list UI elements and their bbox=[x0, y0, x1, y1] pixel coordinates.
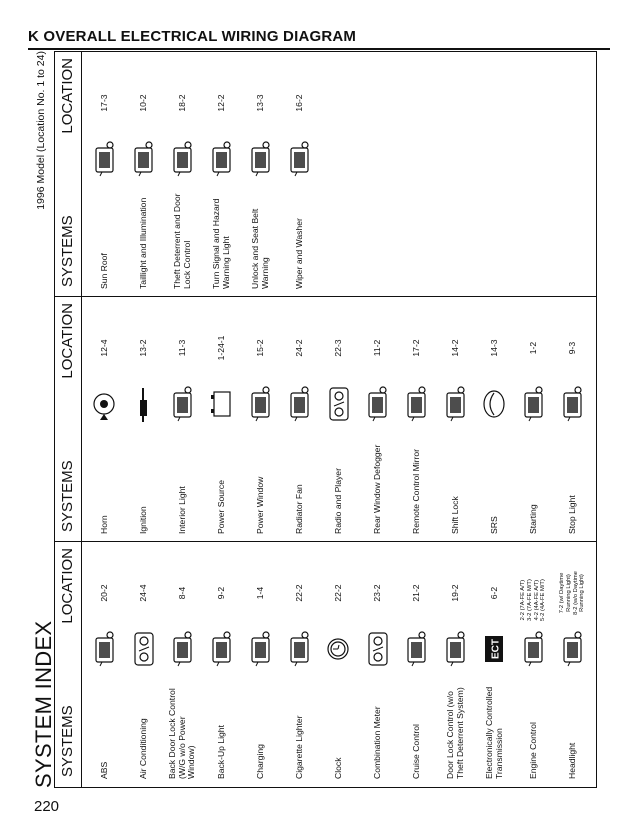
cruise-actuator-icon bbox=[402, 623, 431, 675]
system-row bbox=[554, 297, 591, 542]
system-name: Power Source bbox=[215, 480, 226, 534]
system-row bbox=[164, 297, 201, 542]
location-line: 4-2 (4A-FE A/T) bbox=[533, 579, 540, 621]
ect-badge-text: ECT bbox=[490, 639, 502, 659]
stop-light-switch-icon bbox=[558, 378, 587, 430]
page-number: 220 bbox=[34, 798, 60, 815]
column-header bbox=[55, 542, 81, 787]
system-name: Back Door Lock Control (W/G w/o Power Window) bbox=[167, 688, 197, 779]
system-name: Horn bbox=[98, 515, 109, 534]
system-row bbox=[125, 542, 162, 787]
backup-light-switch-icon bbox=[207, 623, 236, 675]
system-name: SRS bbox=[488, 516, 499, 534]
abs-actuator-icon bbox=[90, 623, 119, 675]
cigarette-lighter-icon bbox=[285, 623, 314, 675]
system-name: Unlock and Seat Belt Warning bbox=[249, 208, 270, 289]
shift-lever-icon bbox=[441, 378, 470, 430]
door-lock-switch-icon bbox=[168, 623, 197, 675]
system-row bbox=[437, 542, 474, 787]
door-lock-switch-icon bbox=[441, 623, 470, 675]
battery-icon bbox=[207, 378, 236, 430]
system-name: Air Conditioning bbox=[137, 718, 148, 779]
system-name: Interior Light bbox=[176, 486, 187, 534]
column-header bbox=[55, 297, 81, 542]
system-row bbox=[86, 297, 123, 542]
system-index-title: SYSTEM INDEX bbox=[31, 620, 56, 788]
system-row bbox=[281, 52, 318, 297]
header-underline bbox=[81, 542, 82, 787]
power-window-icon bbox=[246, 378, 275, 430]
system-name: Back-Up Light bbox=[215, 725, 226, 779]
interior-light-icon bbox=[168, 378, 197, 430]
system-name: ABS bbox=[98, 761, 109, 779]
location-line: 8-2 (w/o Daytime Running Light) bbox=[572, 571, 586, 615]
system-row bbox=[125, 52, 162, 297]
system-name: Electronically Controlled Transmission bbox=[483, 686, 504, 779]
ect-badge-icon bbox=[480, 623, 509, 675]
location-header: LOCATION bbox=[59, 58, 76, 134]
system-row bbox=[476, 542, 513, 787]
location-number: 19-2 bbox=[449, 584, 460, 602]
system-row bbox=[515, 297, 552, 542]
system-row bbox=[320, 297, 357, 542]
system-row bbox=[476, 297, 513, 542]
systems-column-1 bbox=[55, 542, 596, 787]
system-name: Radio and Player bbox=[332, 468, 343, 534]
location-number: 14-3 bbox=[488, 339, 499, 357]
system-row bbox=[359, 542, 396, 787]
theft-deterrent-icon bbox=[168, 133, 197, 185]
systems-header: SYSTEMS bbox=[59, 705, 76, 777]
location-number: 6-2 bbox=[488, 586, 499, 600]
ac-control-panel-icon bbox=[129, 623, 158, 675]
system-name: Starting bbox=[527, 504, 538, 534]
location-number: 22-2 bbox=[293, 584, 304, 602]
alternator-icon bbox=[246, 623, 275, 675]
systems-header: SYSTEMS bbox=[59, 460, 76, 532]
system-name: Stop Light bbox=[566, 495, 577, 534]
headlight-switch-icon bbox=[558, 623, 587, 675]
header-underline bbox=[81, 297, 82, 542]
location-number: 1-24-1 bbox=[215, 335, 226, 361]
sun-roof-icon bbox=[90, 133, 119, 185]
location-number: 24-2 bbox=[293, 339, 304, 357]
page-header: K OVERALL ELECTRICAL WIRING DIAGRAM bbox=[28, 28, 357, 45]
location-number: 9-2 bbox=[215, 586, 226, 600]
starter-motor-icon bbox=[519, 378, 548, 430]
location-number: 23-2 bbox=[371, 584, 382, 602]
system-row bbox=[242, 52, 279, 297]
location-number: 12-4 bbox=[98, 339, 109, 357]
location-header: LOCATION bbox=[59, 303, 76, 379]
system-row bbox=[437, 297, 474, 542]
location-header: LOCATION bbox=[59, 548, 76, 624]
system-name: Door Lock Control (w/o Theft Deterrent System) bbox=[444, 687, 465, 779]
system-name: Cruise Control bbox=[410, 724, 421, 779]
location-number: 8-4 bbox=[176, 586, 187, 600]
system-name: Charging bbox=[254, 744, 265, 779]
system-name: Taillight and Illumination bbox=[137, 197, 148, 289]
location-number: 21-2 bbox=[410, 584, 421, 602]
system-row bbox=[359, 297, 396, 542]
combination-meter-icon bbox=[363, 623, 392, 675]
column-header bbox=[55, 52, 81, 297]
systems-column-2 bbox=[55, 297, 596, 542]
system-row bbox=[86, 52, 123, 297]
system-name: Remote Control Mirror bbox=[410, 448, 421, 534]
radio-icon bbox=[324, 378, 353, 430]
model-note: 1996 Model (Location No. 1 to 24) bbox=[35, 51, 47, 210]
system-name: Headlight bbox=[566, 742, 577, 779]
horn-icon bbox=[90, 378, 119, 430]
system-name: Clock bbox=[332, 757, 343, 779]
location-number bbox=[515, 565, 552, 621]
location-number: 11-2 bbox=[371, 339, 382, 357]
location-number bbox=[554, 565, 591, 621]
airbag-icon bbox=[480, 378, 509, 430]
location-number: 13-2 bbox=[137, 339, 148, 357]
defogger-icon bbox=[363, 378, 392, 430]
system-row bbox=[398, 297, 435, 542]
location-number: 22-2 bbox=[332, 584, 343, 602]
system-name: Ignition bbox=[137, 506, 148, 534]
location-number: 1-4 bbox=[254, 586, 265, 600]
location-number: 20-2 bbox=[98, 584, 109, 602]
location-number: 11-3 bbox=[176, 339, 187, 357]
system-name: Combination Meter bbox=[371, 706, 382, 779]
location-number: 22-3 bbox=[332, 339, 343, 357]
system-row bbox=[86, 542, 123, 787]
system-row bbox=[554, 542, 591, 787]
systems-header: SYSTEMS bbox=[59, 215, 76, 287]
system-index-panel bbox=[31, 51, 597, 788]
header-underline bbox=[81, 52, 82, 297]
system-name: Power Window bbox=[254, 476, 265, 534]
system-name: Cigarette Lighter bbox=[293, 715, 304, 779]
system-row bbox=[281, 542, 318, 787]
spark-plug-icon bbox=[129, 378, 158, 430]
location-number: 18-2 bbox=[176, 94, 187, 112]
system-row bbox=[203, 297, 240, 542]
system-name: Sun Roof bbox=[98, 253, 109, 289]
location-line: 7-2 (w/ Daytime Running Light) bbox=[559, 572, 572, 614]
location-line: 2-2 (7A-FE A/T) bbox=[520, 579, 527, 621]
location-number: 17-3 bbox=[98, 94, 109, 112]
turn-signal-icon bbox=[207, 133, 236, 185]
system-name: Turn Signal and Hazard Warning Light bbox=[210, 198, 231, 289]
systems-column-3 bbox=[55, 52, 596, 297]
seat-belt-warning-icon bbox=[246, 133, 275, 185]
system-name: Theft Deterrent and Door Lock Control bbox=[171, 193, 192, 289]
system-row bbox=[320, 542, 357, 787]
location-number: 13-3 bbox=[254, 94, 265, 112]
system-row bbox=[242, 297, 279, 542]
location-number: 12-2 bbox=[215, 94, 226, 112]
location-number: 10-2 bbox=[137, 94, 148, 112]
location-line: 5-2 (4A-FE M/T) bbox=[540, 579, 547, 621]
system-row bbox=[515, 542, 552, 787]
location-number: 16-2 bbox=[293, 94, 304, 112]
system-name: Wiper and Washer bbox=[293, 218, 304, 289]
location-number: 1-2 bbox=[527, 341, 538, 355]
clock-icon bbox=[324, 623, 353, 675]
radiator-fan-icon bbox=[285, 378, 314, 430]
system-row bbox=[281, 297, 318, 542]
engine-ecu-icon bbox=[519, 623, 548, 675]
location-line: 3-2 (7A-FE M/T) bbox=[526, 579, 533, 621]
location-number: 15-2 bbox=[254, 339, 265, 357]
system-row bbox=[203, 542, 240, 787]
location-number: 9-3 bbox=[566, 341, 577, 355]
system-name: Engine Control bbox=[527, 722, 538, 779]
location-number: 17-2 bbox=[410, 339, 421, 357]
system-row bbox=[125, 297, 162, 542]
system-name: Rear Window Defogger bbox=[371, 444, 382, 534]
header-rule bbox=[28, 48, 610, 50]
location-number: 14-2 bbox=[449, 339, 460, 357]
system-name: Radiator Fan bbox=[293, 484, 304, 534]
mirror-icon bbox=[402, 378, 431, 430]
system-row bbox=[164, 542, 201, 787]
wiper-motor-icon bbox=[285, 133, 314, 185]
system-row bbox=[164, 52, 201, 297]
system-row bbox=[398, 542, 435, 787]
location-number: 24-4 bbox=[137, 584, 148, 602]
index-table bbox=[54, 51, 597, 788]
light-switch-icon bbox=[129, 133, 158, 185]
system-row bbox=[242, 542, 279, 787]
system-name: Shift Lock bbox=[449, 496, 460, 534]
system-row bbox=[203, 52, 240, 297]
